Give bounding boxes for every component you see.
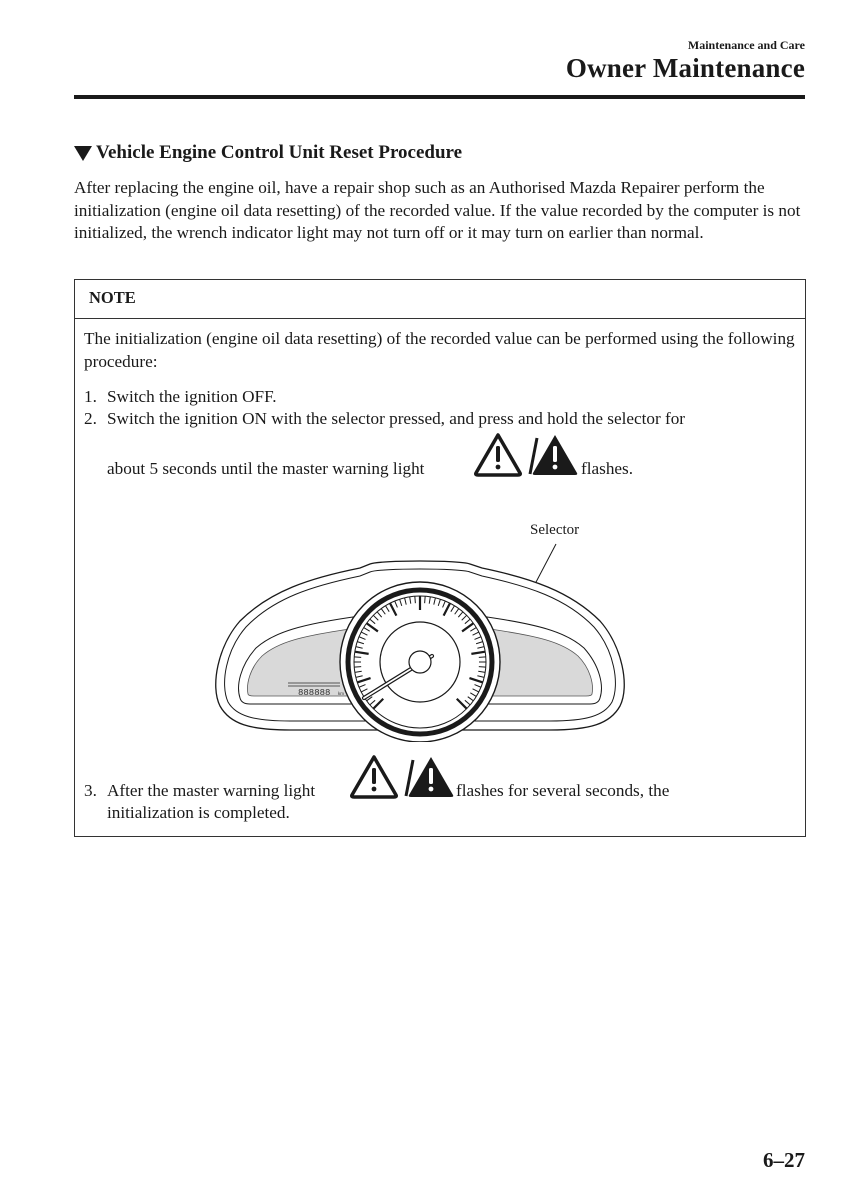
warning-triangle-filled-icon [409, 757, 454, 797]
tachometer-tick [415, 596, 416, 603]
step-text: Switch the ignition ON with the selector pressed, and press and hold the selector for [107, 409, 686, 428]
warning-triangle-filled-icon [533, 435, 578, 475]
intro-paragraph: After replacing the engine oil, have a repair shop such as an Authorised Mazda Repairer perform the initialization (engine oil data resetting) of the recorded value. If the value recorded by the computer is not initialized, the wrench indicator light may not turn off or it may turn on earlier than normal. [74, 178, 801, 243]
step-3-continuation: initialization is completed. [107, 803, 290, 822]
step-2-continuation [107, 458, 634, 481]
tachometer-tick [479, 667, 486, 668]
tachometer-tick [425, 596, 426, 603]
step-text: about 5 seconds until the master warning light [107, 459, 425, 478]
tachometer-tick [354, 667, 361, 668]
section-heading-text: Vehicle Engine Control Unit Reset Procedure [96, 142, 463, 163]
note-divider [75, 318, 805, 319]
step-text: flashes for several seconds, the [456, 781, 670, 800]
triangle-bullet-icon [74, 145, 92, 161]
header-rule [74, 95, 805, 99]
note-title: NOTE [89, 288, 136, 307]
odometer-unit: km [338, 691, 344, 696]
warning-triangle-outline-icon [476, 435, 521, 475]
note-text: The initialization (engine oil data resetting) of the recorded value can be performed using the following procedure: [84, 329, 795, 371]
odometer-readout: 888888 [298, 688, 331, 698]
header-section-label: Maintenance and Care [687, 38, 805, 52]
step-text: After the master warning light [107, 781, 316, 800]
step-text: Switch the ignition OFF. [107, 387, 277, 406]
step-number: 3. [84, 781, 97, 800]
tachometer-tick [479, 657, 486, 658]
selector-label: Selector [530, 522, 580, 538]
master-warning-icons [473, 432, 579, 478]
note-box [74, 279, 806, 837]
master-warning-icons [349, 754, 455, 800]
step-number: 2. [84, 409, 97, 428]
page-title: Owner Maintenance [565, 53, 805, 83]
instrument-cluster-illustration [210, 536, 630, 742]
tachometer-tick [354, 657, 361, 658]
step-text: flashes. [581, 459, 634, 478]
step-number: 1. [84, 387, 97, 406]
section-heading [74, 142, 462, 164]
tachometer-dial [340, 582, 500, 742]
page-number: 6–27 [763, 1148, 805, 1172]
warning-triangle-outline-icon [352, 757, 397, 797]
